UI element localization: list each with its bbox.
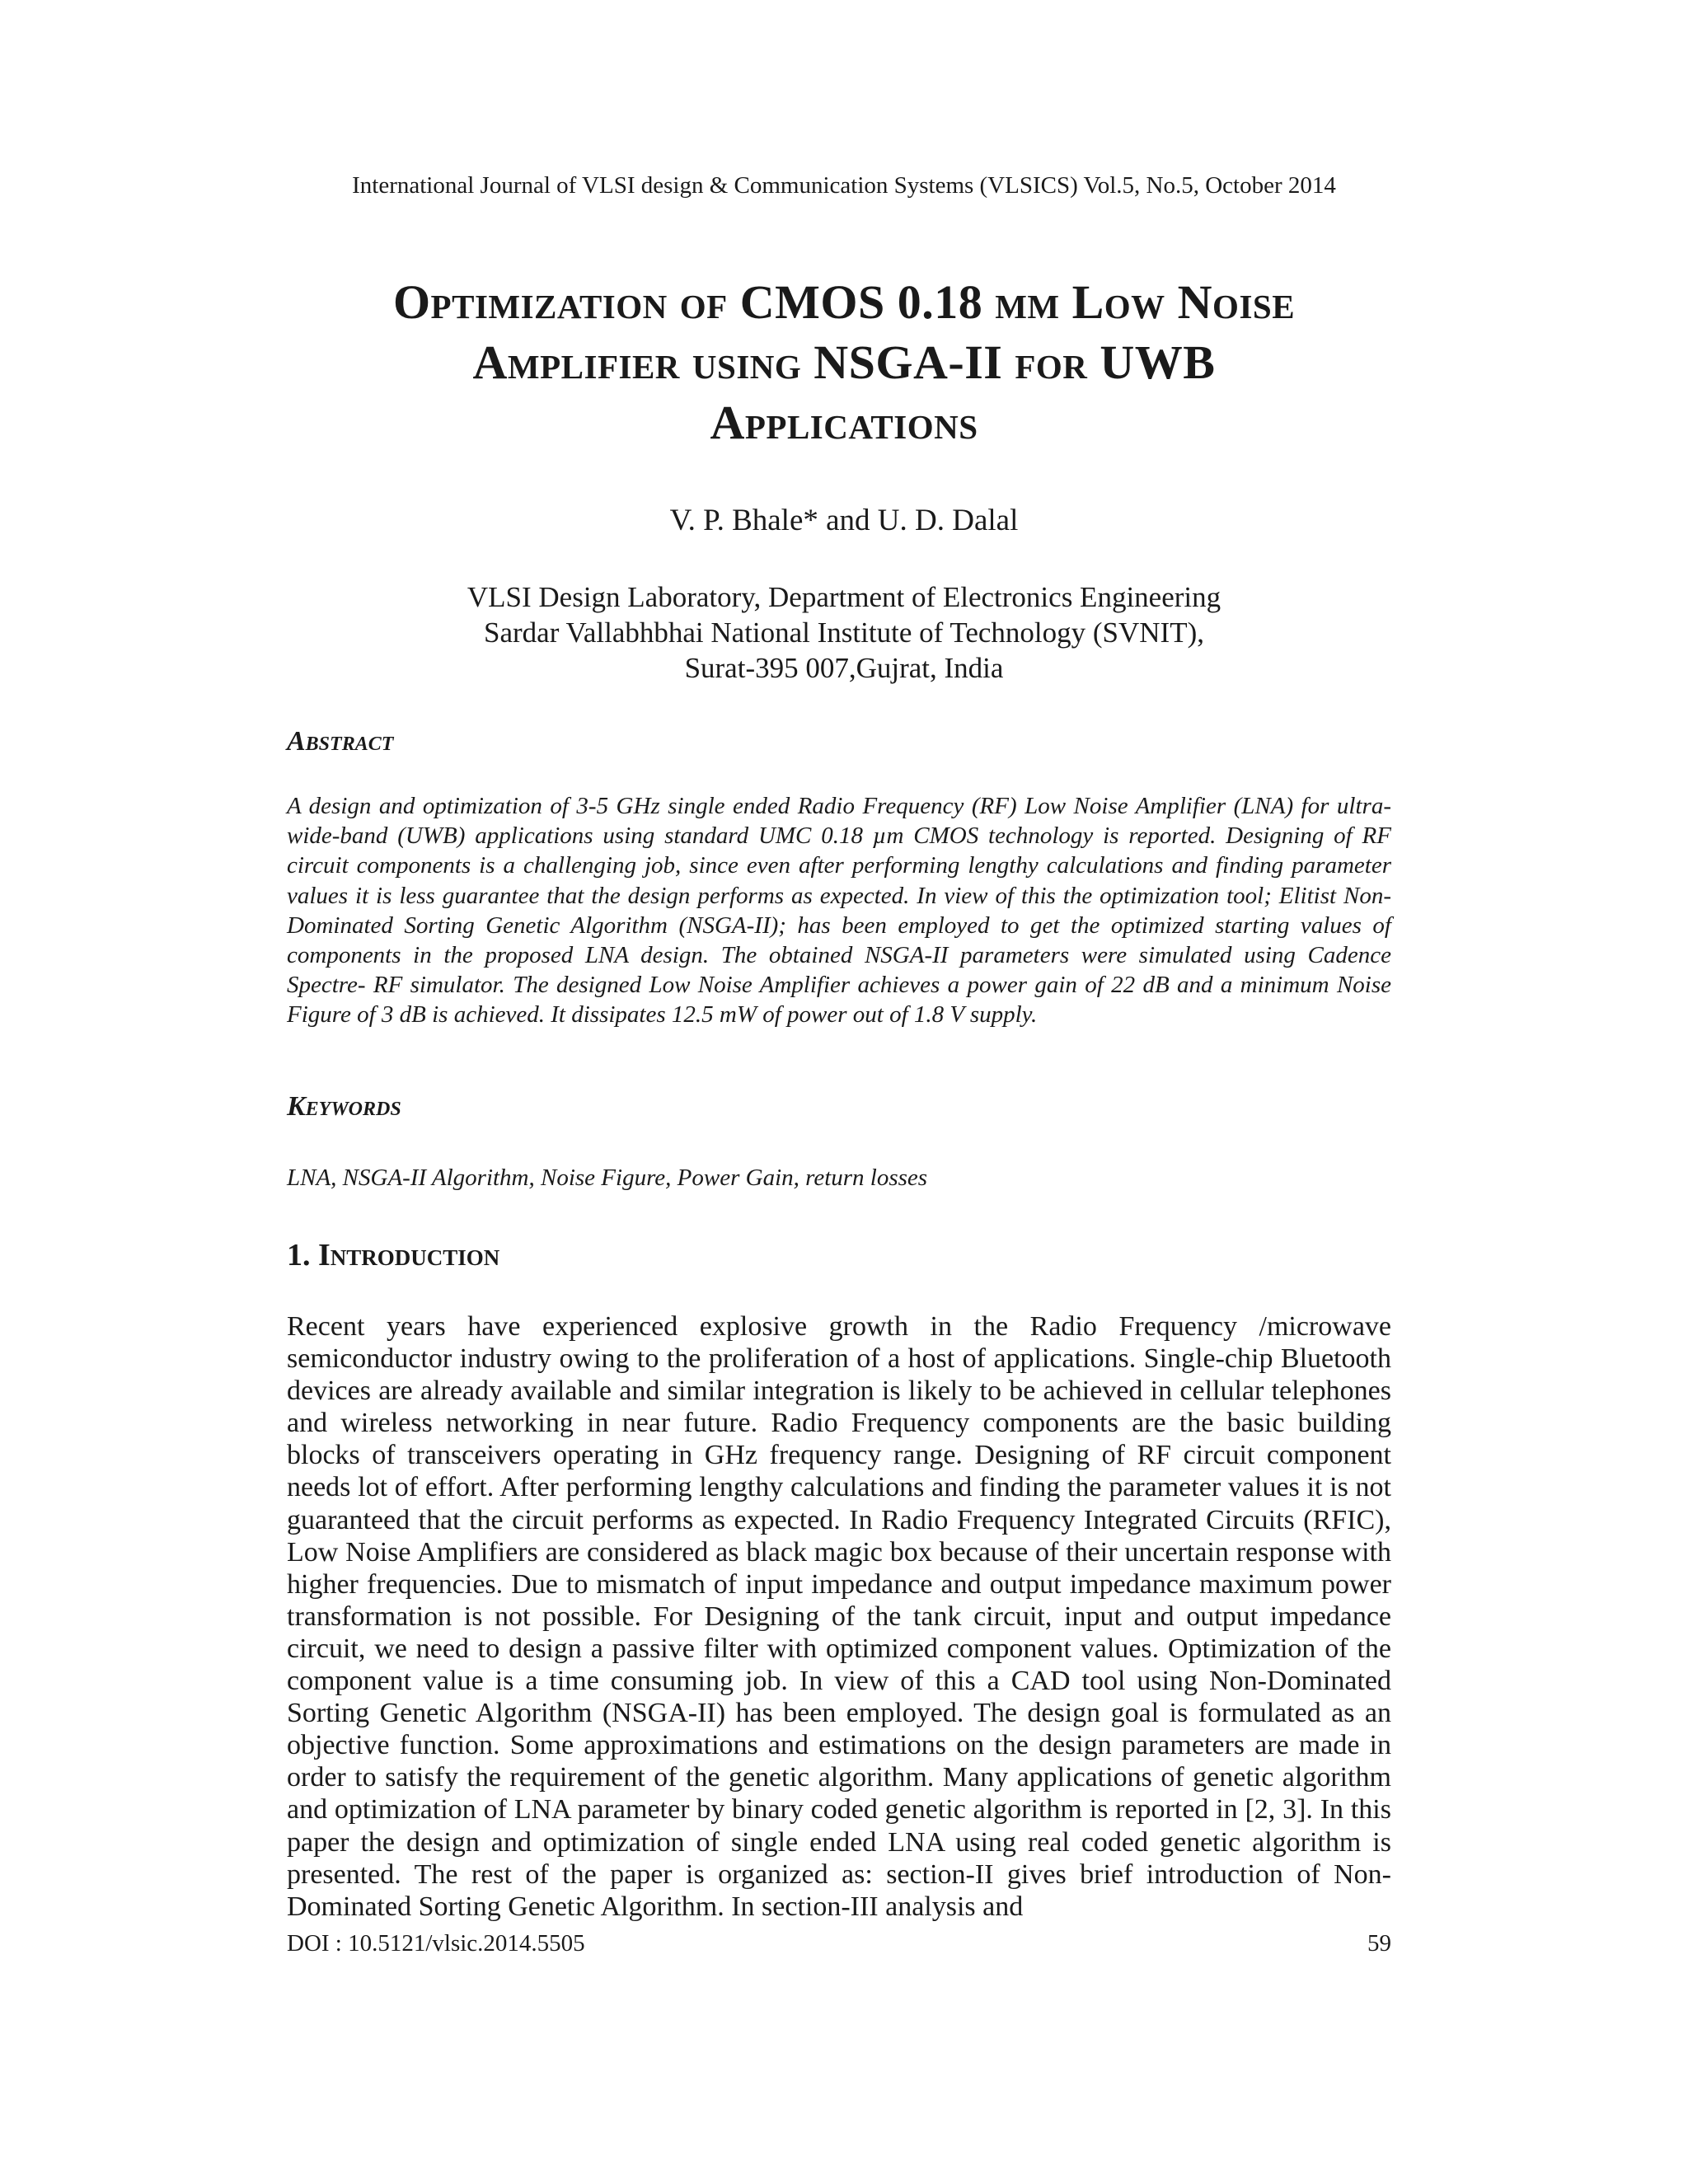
running-header: International Journal of VLSI design & Communication Systems (VLSICS) Vol.5, No.5, October 2014 [352,172,1336,199]
introduction-text: Recent years have experienced explosive growth in the Radio Frequency /microwave semiconductor industry owing to the proliferation of a host of applications. Single-chip Bluetooth devices are already available and similar integration is likely to be achieved in cellular telephones and wireless networking in near future. Radio Frequency components are the basic building blocks of transceivers operating in GHz frequency range. Designing of RF circuit component needs lot of effort. After performing lengthy calculations and finding the parameter values it is not guaranteed that the circuit performs as expected. In Radio Frequency Integrated Circuits (RFIC), Low Noise Amplifiers are considered as black magic box because of their uncertain response with higher frequencies. Due to mismatch of input impedance and output impedance maximum power transformation is not possible. For Designing of the tank circuit, input and output impedance circuit, we need to design a passive filter with optimized component values. Optimization of the component value is a time consuming job. In view of this a CAD tool using Non-Dominated Sorting Genetic Algorithm (NSGA-II) has been employed. The design goal is formulated as an objective function. Some approximations and estimations on the design parameters are made in order to satisfy the requirement of the genetic algorithm. Many applications of genetic algorithm and optimization of LNA parameter by binary coded genetic algorithm is reported in [2, 3]. In this paper the design and optimization of single ended LNA using real coded genetic algorithm is presented. The rest of the paper is organized as: section-II gives brief introduction of Non-Dominated Sorting Genetic Algorithm. In section-III analysis and [287,1311,1391,1922]
doi-link[interactable]: DOI : 10.5121/vlsic.2014.5505 [287,1930,585,1957]
page-number: 59 [1367,1930,1391,1957]
affiliation-line: Sardar Vallabhbhai National Institute of Technology (SVNIT), [484,616,1204,649]
paper-title-line: Applications [710,396,978,449]
authors: V. P. Bhale* and U. D. Dalal [669,504,1019,537]
introduction-heading: 1. Introduction [287,1238,500,1272]
paper-title [272,272,1416,452]
paper-title-line: Optimization of CMOS 0.18 µm Low Noise [392,275,1296,329]
paper-title-line: Amplifier using NSGA-II for UWB [472,335,1216,389]
affiliation-line: VLSI Design Laboratory, Department of Electronics Engineering [467,581,1221,613]
abstract-text: A design and optimization of 3-5 GHz single ended Radio Frequency (RF) Low Noise Amplifier (LNA) for ultra-wide-band (UWB) applications using standard UMC 0.18 µm CMOS technology is reported. Designing of RF circuit components is a challenging job, since even after performing lengthy calculations and finding parameter values it is less guarantee that the design performs as expected. In view of this the optimization tool; Elitist Non-Dominated Sorting Genetic Algorithm (NSGA-II); has been employed to get the optimized starting values of components in the proposed LNA design. The obtained NSGA-II parameters were simulated using Cadence Spectre- RF simulator. The designed Low Noise Amplifier achieves a power gain of 22 dB and a minimum Noise Figure of 3 dB is achieved. It dissipates 12.5 mW of power out of 1.8 V supply. [287,793,1391,1029]
abstract-heading: Abstract [287,726,394,757]
affiliation-line: Surat-395 007,Gujrat, India [684,652,1004,684]
affiliation [0,579,1688,686]
keywords-text: LNA, NSGA-II Algorithm, Noise Figure, Power Gain, return losses [287,1165,928,1191]
keywords-heading: Keywords [287,1091,401,1122]
